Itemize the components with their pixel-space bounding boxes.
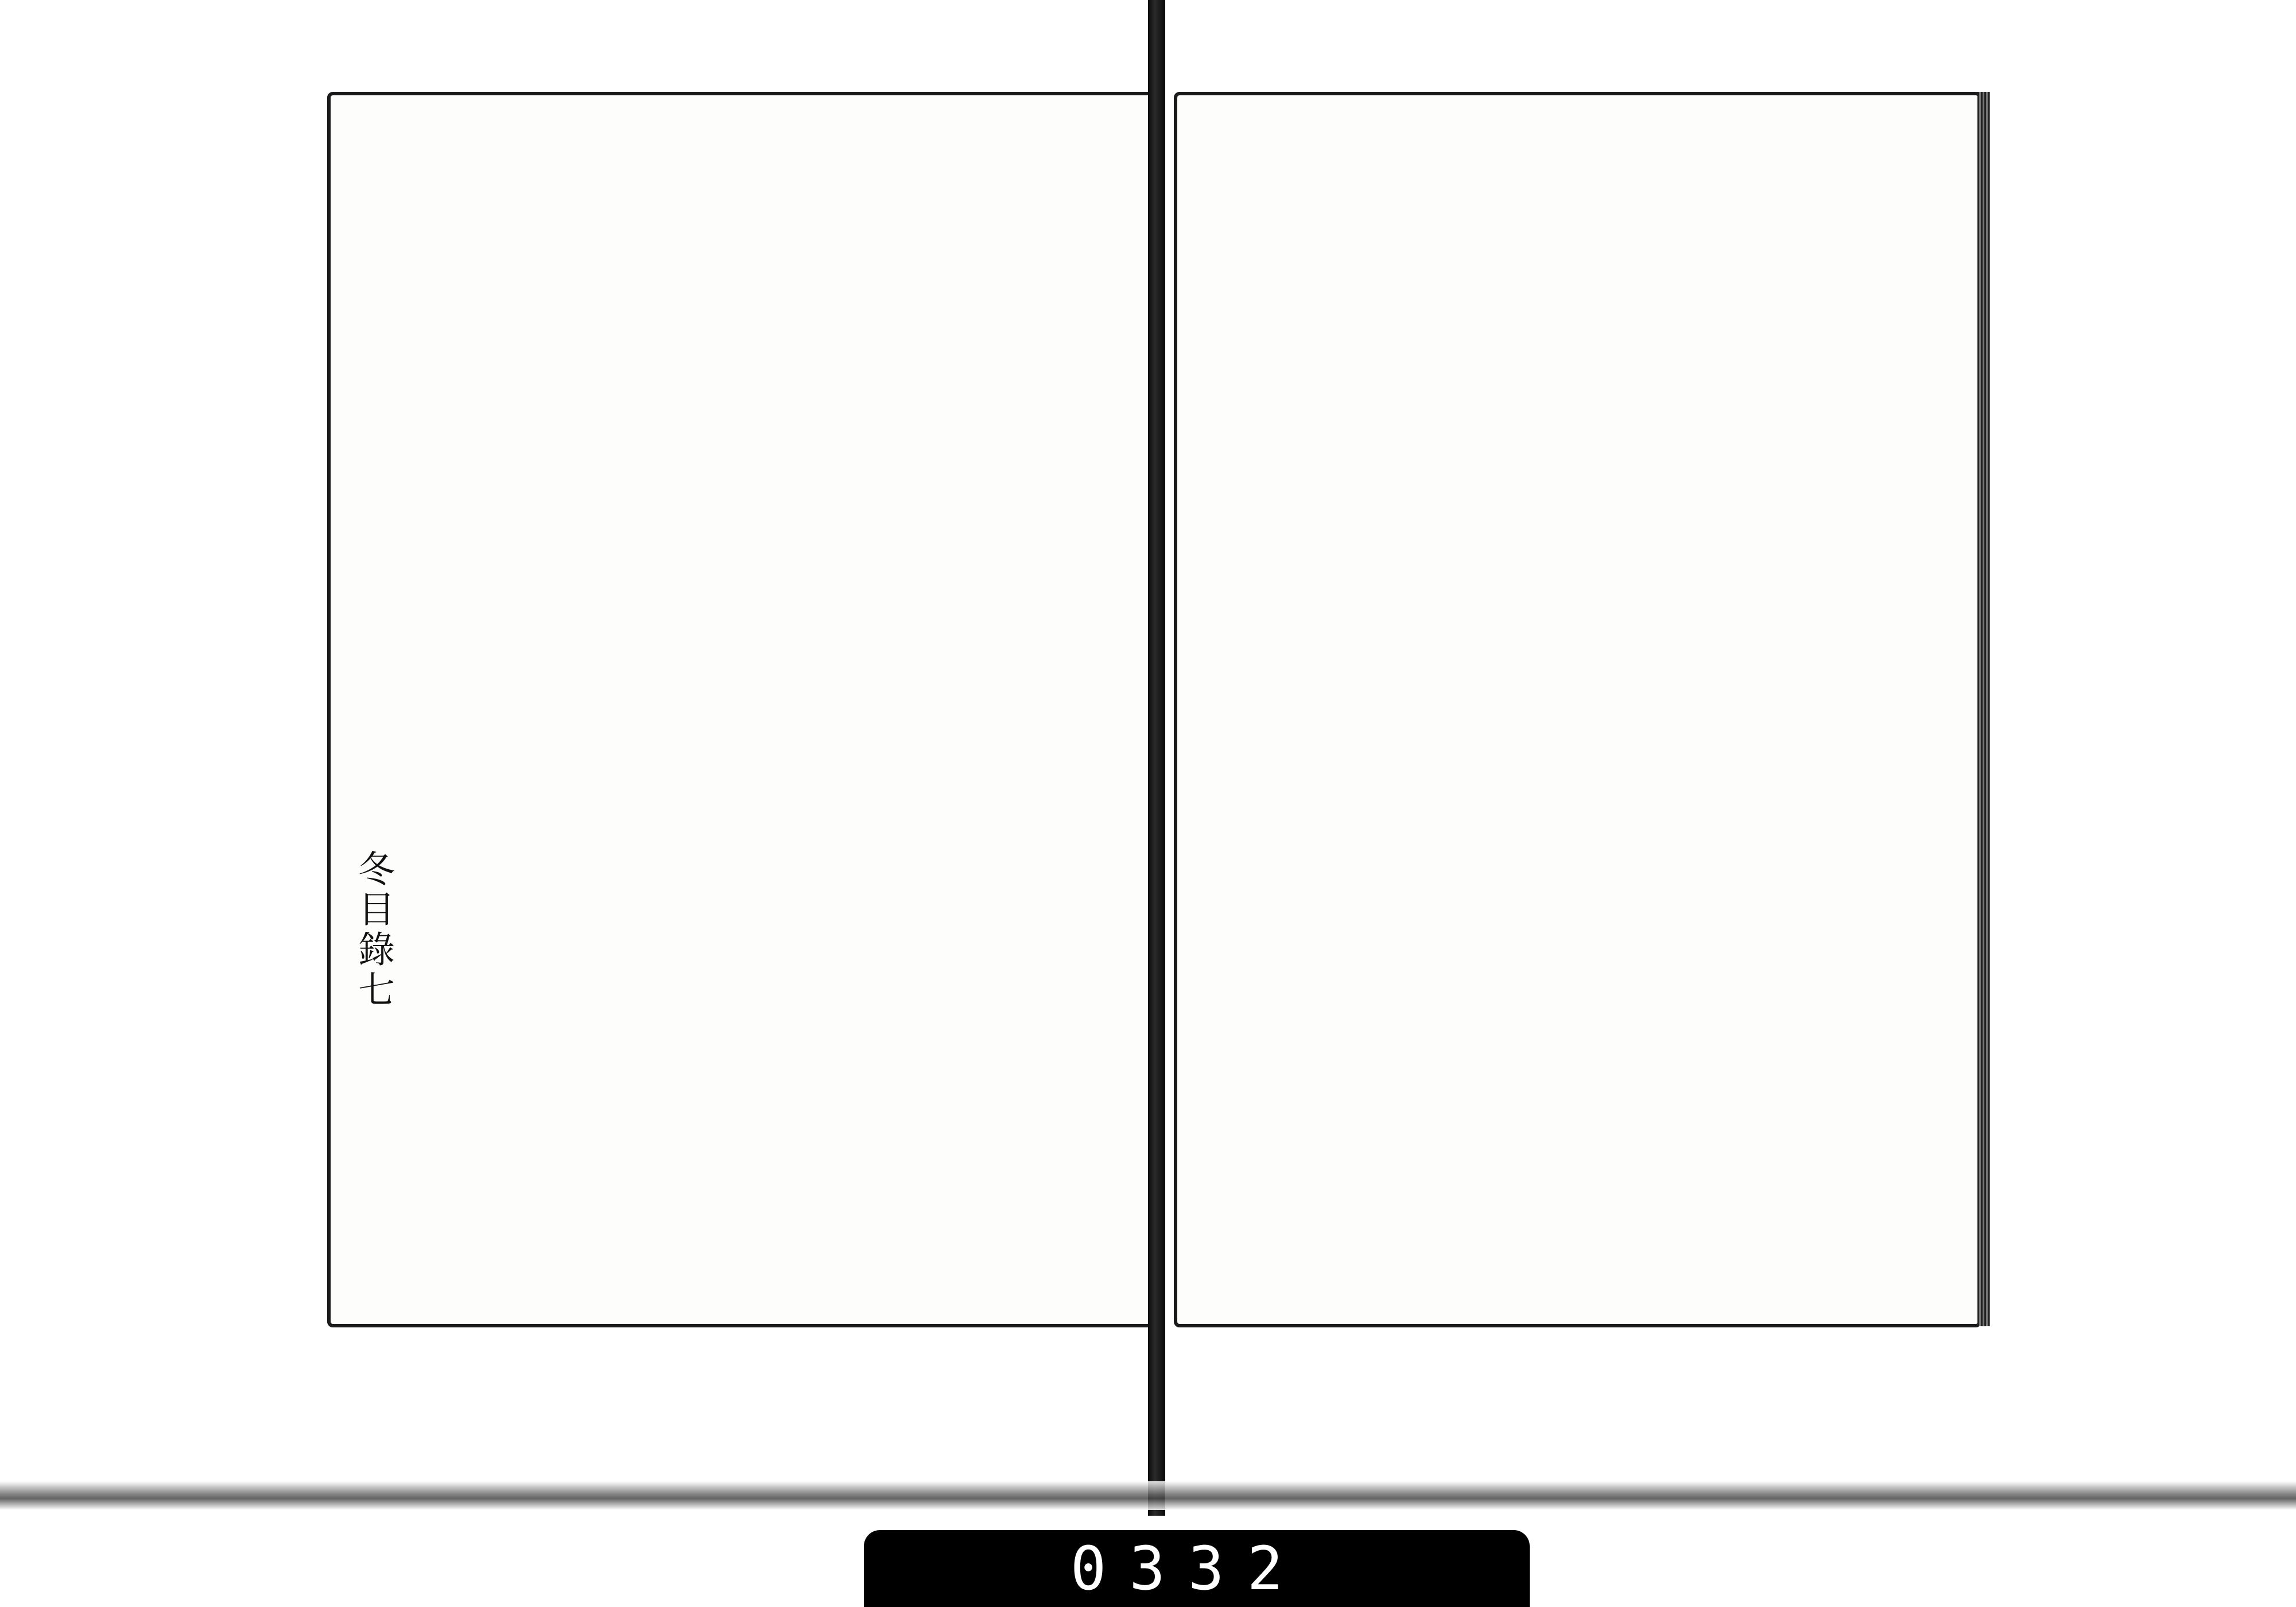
right-page (1174, 92, 1981, 1327)
left-page (327, 92, 1161, 1327)
page-label: 冬目錄七 (352, 850, 394, 1010)
page-edges (1977, 92, 1990, 1326)
frame-number: 0332 (1070, 1534, 1306, 1604)
scan-shadow (0, 1481, 2296, 1510)
book-spine (1148, 0, 1165, 1516)
